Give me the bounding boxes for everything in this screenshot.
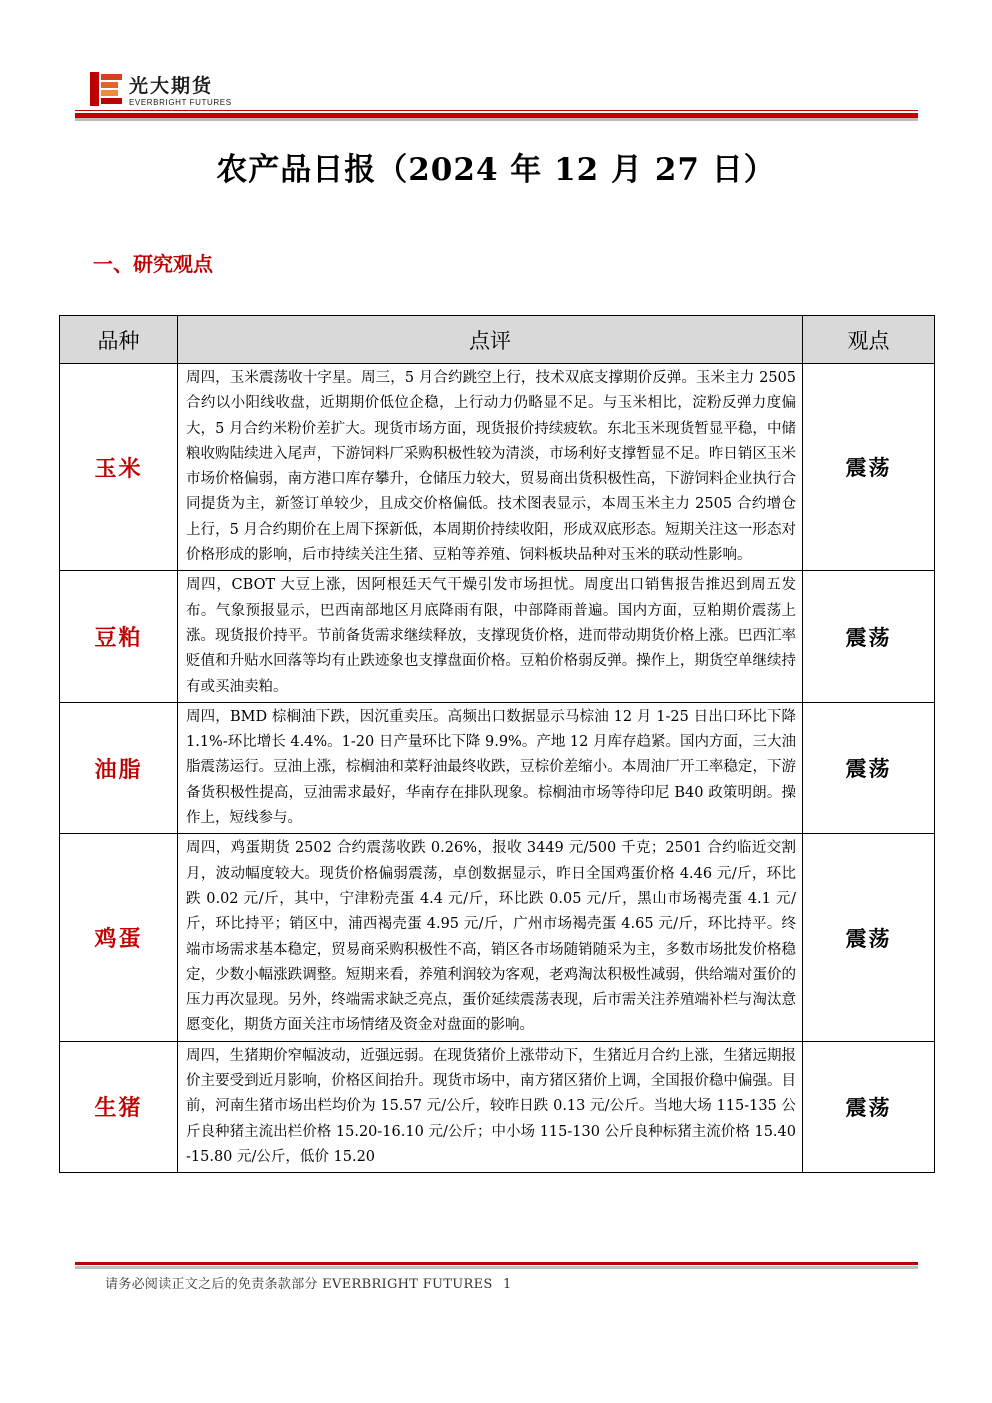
product-view: 震荡 [803,364,935,571]
footer-rule-red [75,1262,918,1265]
footer-rule-gray [75,1266,918,1269]
header-rule-thin [75,110,918,111]
header-product: 品种 [60,316,178,364]
logo-text-en: EVERBRIGHT FUTURES [129,98,232,107]
table-row [60,364,935,571]
section-title: 一、研究观点 [93,252,213,276]
product-view: 震荡 [803,571,935,702]
page-footer [105,1275,518,1295]
table-row [60,834,935,1041]
product-comment: 周四，鸡蛋期货 2502 合约震荡收跌 0.26%，报收 3449 元/500 千克；2501 合约临近交割月，波动幅度较大。现货价格偏弱震荡，卓创数据显示，昨日全国鸡蛋价格 4.46 元/斤，环比跌 0.02 元/斤，其中，宁津粉壳蛋 4.4 元/斤，环比跌 0.05 元/斤，黑山市场褐壳蛋 4.1 元/斤，环比持平；销区中，浦西褐壳蛋 4.95 元/斤，广州市场褐壳蛋 4.65 元/斤，环比持平。终端市场需求基本稳定，贸易商采购积极性不高，销区各市场随销随采为主，多数市场批发价格稳定，少数小幅涨跌调整。短期来看，养殖利润较为客观，老鸡淘汰积极性减弱，供给端对蛋价的压力再次显现。另外，终端需求缺乏亮点，蛋价延续震荡表现，后市需关注养殖端补栏与淘汰意愿变化，期货方面关注市场情绪及资金对盘面的影响。 [178,834,803,1041]
header-view: 观点 [803,316,935,364]
product-name: 生猪 [60,1041,178,1172]
logo-text-cn: 光大期货 [129,75,214,97]
product-view: 震荡 [803,834,935,1041]
everbright-logo-icon [90,72,124,106]
product-name: 鸡蛋 [60,834,178,1041]
page-number: 1 [503,1277,512,1292]
product-name: 玉米 [60,364,178,571]
page-header [0,0,992,125]
product-comment: 周四，BMD 棕榈油下跌，因沉重卖压。高频出口数据显示马棕油 12 月 1-25 日出口环比下降 1.1%-环比增长 4.4%。1-20 日产量环比下降 9.9%。产地 12 月库存趋紧。国内方面，三大油脂震荡运行。豆油上涨，棕榈油和菜籽油最终收跌，豆棕价差缩小。本周油厂开工率稳定，下游备货积极性提高，豆油需求最好，华南存在排队现象。棕榈油市场等待印尼 B40 政策明朗。操作上，短线参与。 [178,702,803,833]
table-row [60,1041,935,1172]
product-view: 震荡 [803,1041,935,1172]
research-views-table [59,315,935,1173]
product-comment: 周四，玉米震荡收十字星。周三，5 月合约跳空上行，技术双底支撑期价反弹。玉米主力 2505 合约以小阳线收盘，近期期价低位企稳，上行动力仍略显不足。与玉米相比，淀粉反弹力度偏大，5 月合约米粉价差扩大。现货市场方面，现货报价持续疲软。东北玉米现货暂显平稳，中储粮收购陆续进入尾声，下游饲料厂采购积极性较为清淡，市场利好支撑暂显不足。昨日销区玉米市场价格偏弱，南方港口库存攀升，仓储压力较大，贸易商出货积极性高，下游饲料企业执行合同提货为主，新签订单较少，且成交价格偏低。技术图表显示，本周玉米主力 2505 合约增仓上行，5 月合约期价在上周下探新低，本周期价持续收阳，形成双底形态。短期关注这一形态对价格形成的影响，后市持续关注生猪、豆粕等养殖、饲料板块品种对玉米的联动性影响。 [178,364,803,571]
table-header-row [60,316,935,364]
product-view: 震荡 [803,702,935,833]
product-comment [178,1041,803,1172]
product-name: 油脂 [60,702,178,833]
product-name: 豆粕 [60,571,178,702]
product-comment: 周四，CBOT 大豆上涨，因阿根廷天气干燥引发市场担忧。周度出口销售报告推迟到周五发布。气象预报显示，巴西南部地区月底降雨有限，中部降雨普遍。国内方面，豆粕期价震荡上涨。现货报价持平。节前备货需求继续释放，支撑现货价格，进而带动期货价格上涨。巴西汇率贬值和升贴水回落等均有止跌迹象也支撑盘面价格。豆粕价格弱反弹。操作上，期货空单继续持有或买油卖粕。 [178,571,803,702]
product-comment-text: 周四，生猪期价窄幅波动，近强远弱。在现货猪价上涨带动下，生猪近月合约上涨，生猪远期报价主要受到近月影响，价格区间抬升。现货市场中，南方猪区猪价上调，全国报价稳中偏强。目前，河南生猪市场出栏均价为 15.57 元/公斤，较昨日跌 0.13 元/公斤。当地大场 115-135 公斤良种猪主流出栏价格 15.20-16.10 元/公斤；中小场 115-130 公斤良种标猪主流价格 15.40-15.80 元/公斤，低价 15.20 [186,1047,796,1165]
header-comment: 点评 [178,316,803,364]
table-row [60,571,935,702]
report-title: 农产品日报（2024 年 12 月 27 日） [216,152,776,188]
header-rule-gray [75,118,918,121]
table-row [60,702,935,833]
footer-disclaimer: 请务必阅读正文之后的免责条款部分 EVERBRIGHT FUTURES [105,1277,493,1292]
